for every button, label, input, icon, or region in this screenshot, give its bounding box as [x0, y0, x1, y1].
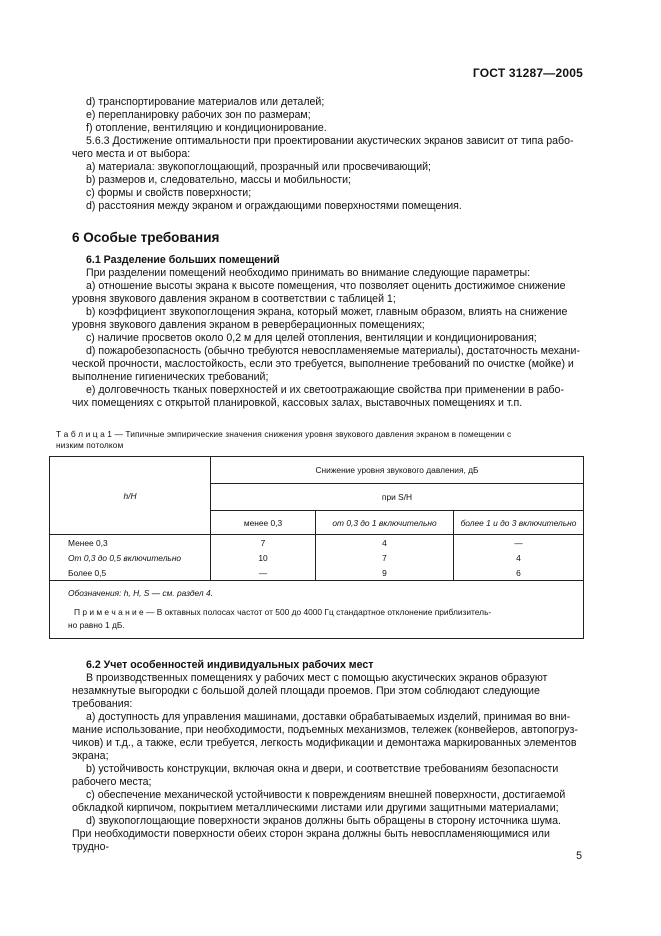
table-cell: 7 [316, 550, 454, 565]
col-header: менее 0,3 [211, 511, 316, 535]
table-row [50, 565, 584, 581]
list-item: d) пожаробезопасность (обычно требуются невоспламеняемые материалы), достаточность механи- [86, 345, 580, 357]
list-item: a) материала: звукопоглощающий, прозрачный или просвечивающий; [86, 161, 431, 173]
list-item: b) коэффициент звукопоглощения экрана, который может, главным образом, влиять на снижение [86, 306, 568, 318]
paragraph-line: ческой прочности, маслостойкость, если это требуется, выполнение требований по очистке (мойке) и [72, 358, 574, 370]
list-item: a) доступность для управления машинами, доставки обрабатываемых изделий, принимая во вни- [86, 711, 571, 723]
page-number: 5 [576, 850, 582, 862]
header-h-over-H: h/H [50, 457, 211, 535]
list-item: c) формы и свойств поверхности; [86, 187, 252, 199]
caption-line: Т а б л и ц а 1 — Типичные эмпирические значения снижения уровня звукового давления экраном в помещении с [56, 429, 512, 439]
table-notes-row [50, 581, 584, 639]
paragraph-line: уровня звукового давления экраном в соответствии с таблицей 1; [72, 293, 396, 305]
table-note: П р и м е ч а н и е — В октавных полосах частот от 500 до 4000 Гц стандартное отклонение приблизитель- [74, 607, 492, 617]
subsection-6-2-heading: 6.2 Учет особенностей индивидуальных рабочих мест [86, 659, 374, 671]
paragraph-line: выполнение гигиенических требований; [72, 371, 269, 383]
list-item: a) отношение высоты экрана к высоте помещения, что позволяет оценить достижимое снижение [86, 280, 566, 292]
list-block-1 [72, 96, 582, 213]
section-6-1 [72, 254, 582, 410]
list-item: f) отопление, вентиляцию и кондиционирование. [86, 122, 327, 134]
paragraph-line: обкладкой кирпичом, покрытием металлическими листами или другими защитными материалами; [72, 802, 559, 814]
document-code: ГОСТ 31287—2005 [472, 66, 583, 80]
caption-line: низким потолком [56, 440, 124, 450]
table-cell: 4 [316, 535, 454, 551]
table-row [50, 535, 584, 551]
col-header: более 1 и до 3 включительно [454, 511, 584, 535]
header-s-over-H: при S/H [211, 484, 584, 511]
list-item: c) наличие просветов около 0,2 м для целей отопления, вентиляции и кондиционирования; [86, 332, 537, 344]
row-label: Менее 0,3 [50, 535, 211, 551]
table-1-caption [56, 429, 586, 451]
table-cell: 9 [316, 565, 454, 581]
paragraph-line: В производственных помещениях у рабочих мест с помощью акустических экранов образуют [86, 672, 548, 684]
paragraph-5-6-3: 5.6.3 Достижение оптимальности при проектировании акустических экранов зависит от типа рабо- [86, 135, 574, 147]
row-label: Более 0,5 [50, 565, 211, 581]
paragraph-line: незамкнутые выгородки с большой долей площади проемов. При этом соблюдают следующие [72, 685, 540, 697]
table-cell: 10 [211, 550, 316, 565]
list-item: e) долговечность тканых поверхностей и их светоотражающие свойства при применении в рабо- [86, 384, 564, 396]
header-reduction: Снижение уровня звукового давления, дБ [211, 457, 584, 484]
table-cell: 6 [454, 565, 584, 581]
list-item: b) размеров и, следовательно, массы и мобильности; [86, 174, 351, 186]
table-cell: 4 [454, 550, 584, 565]
list-item: b) устойчивость конструкции, включая окна и двери, и соответствие требованиям безопасности [86, 763, 559, 775]
paragraph-line: требования: [72, 698, 133, 710]
row-label: От 0,3 до 0,5 включительно [50, 550, 211, 565]
list-item: d) транспортирование материалов или деталей; [86, 96, 325, 108]
paragraph-line: рабочего места; [72, 776, 152, 788]
table-1 [49, 456, 584, 639]
paragraph-line: чиков) и т.д., а также, если требуется, легкость модификации и демонтажа маркированных элементов [72, 737, 577, 749]
table-cell: 7 [211, 535, 316, 551]
list-item: c) обеспечение механической устойчивости к повреждениям внешней поверхности, достигаемой [86, 789, 566, 801]
paragraph-line: чих помещениях с открытой планировкой, кассовых залах, выставочных помещениях и т.п. [72, 397, 523, 409]
paragraph-line: мание использование, при необходимости, подъемных механизмов, тележек (конвейеров, автопогруз- [72, 724, 578, 736]
list-item: d) звукопоглощающие поверхности экранов должны быть обращены в сторону источника шума. [86, 815, 561, 827]
list-item: e) перепланировку рабочих зон по размерам; [86, 109, 311, 121]
table-cell: — [211, 565, 316, 581]
section-6-2 [72, 659, 582, 854]
table-notes [50, 581, 584, 639]
designations: Обозначения: h, H, S — см. раздел 4. [68, 588, 213, 598]
table-cell: — [454, 535, 584, 551]
table-note: но равно 1 дБ. [68, 620, 125, 630]
section-6-heading: 6 Особые требования [72, 230, 220, 245]
paragraph-line: уровня звукового давления экраном в реверберационных помещениях; [72, 319, 425, 331]
paragraph-line: При необходимости поверхности обеих сторон экрана должны быть невоспламеняющимися или трудно- [72, 828, 550, 853]
list-item: d) расстояния между экраном и ограждающими поверхностями помещения. [86, 200, 462, 212]
table-row [50, 550, 584, 565]
paragraph-line: чего места и от выбора: [72, 148, 191, 160]
paragraph-line: экрана; [72, 750, 109, 762]
paragraph-line: При разделении помещений необходимо принимать во внимание следующие параметры: [86, 267, 531, 279]
col-header: от 0,3 до 1 включительно [316, 511, 454, 535]
subsection-6-1-heading: 6.1 Разделение больших помещений [86, 254, 280, 266]
